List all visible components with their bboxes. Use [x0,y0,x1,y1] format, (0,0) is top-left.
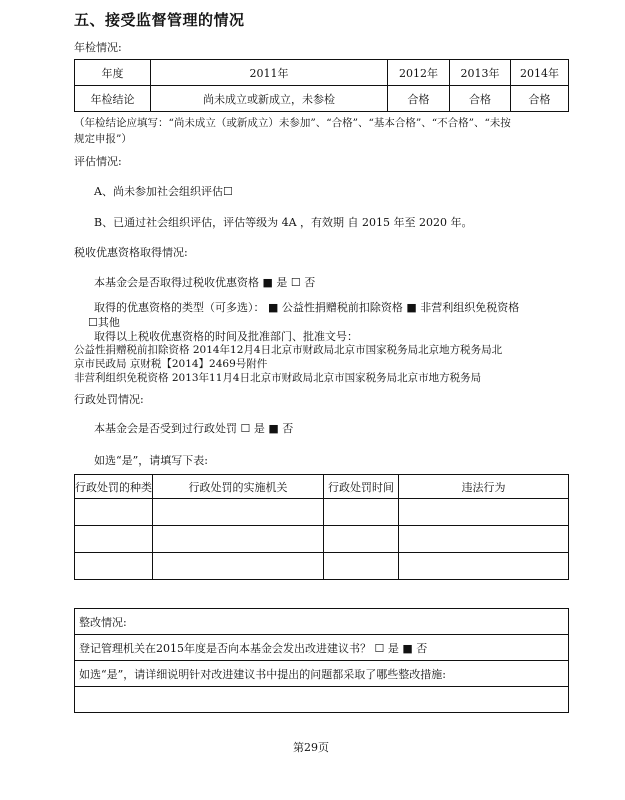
result-cell: 尚未成立或新成立，未参检 [151,86,388,112]
table-row [75,526,569,553]
annual-check-note: （年检结论应填写：“尚未成立（或新成立）未参加”、“合格”、“基本合格”、“不合格”、“未按 [74,117,511,129]
year-cell: 2011年 [151,60,388,86]
rectification-answer [75,687,569,713]
tax-types-other: ☐其他 [88,316,120,329]
table-row [75,499,569,526]
result-cell: 合格 [511,86,569,112]
tax-approval-label: 取得以上税收优惠资格的时间及批准部门、批准文号： [94,330,358,343]
table-row [75,553,569,580]
year-cell: 2013年 [450,60,511,86]
penalty-cell [75,553,153,580]
penalty-cell [153,499,324,526]
evaluation-label: 评估情况: [74,155,122,168]
tax-question: 本基金会是否取得过税收优惠资格 ■ 是 ☐ 否 [94,276,316,289]
penalty-cell [399,526,569,553]
result-cell: 合格 [450,86,511,112]
penalty-table [74,474,569,580]
evaluation-option-b: B、已通过社会组织评估，评估等级为 4A ，有效期 自 2015 年至 2020 年。 [94,216,473,229]
penalty-header: 行政处罚时间 [324,475,399,499]
annual-check-table [74,59,569,112]
tax-approval-line: 公益性捐赠税前扣除资格 2014年12月4日北京市财政局北京市国家税务局北京地方税务局北 [74,344,503,356]
penalty-cell [324,526,399,553]
page-number: 第29页 [293,741,329,754]
penalty-cell [399,553,569,580]
annual-check-note: 规定申报”） [74,133,132,145]
penalty-cell [324,553,399,580]
penalty-header: 违法行为 [399,475,569,499]
penalty-question: 本基金会是否受到过行政处罚 ☐ 是 ■ 否 [94,422,294,435]
penalty-cell [399,499,569,526]
penalty-cell [75,499,153,526]
penalty-cell [75,526,153,553]
year-cell: 2012年 [388,60,450,86]
tax-label: 税收优惠资格取得情况: [74,246,188,259]
penalty-label: 行政处罚情况: [74,393,144,406]
penalty-header: 行政处罚的实施机关 [153,475,324,499]
tax-approval-line: 京市民政局 京财税【2014】2469号附件 [74,358,268,370]
penalty-cell [324,499,399,526]
penalty-if-yes: 如选“是”，请填写下表: [94,454,208,467]
result-cell: 合格 [388,86,450,112]
penalty-header: 行政处罚的种类 [75,475,153,499]
annual-check-label: 年检情况: [74,41,122,54]
tax-types: 取得的优惠资格的类型（可多选）： ■ 公益性捐赠税前扣除资格 ■ 非营利组织免税资格 [94,301,520,314]
penalty-cell [153,526,324,553]
evaluation-option-a: A、尚未参加社会组织评估☐ [94,185,233,198]
rectification-label: 整改情况: [75,609,569,635]
year-header: 年度 [75,60,151,86]
rectification-question: 登记管理机关在2015年度是否向本基金会发出改进建议书？ ☐ 是 ■ 否 [75,635,569,661]
year-cell: 2014年 [511,60,569,86]
section-title: 五、接受监督管理的情况 [74,11,245,29]
tax-approval-line: 非营利组织免税资格 2013年11月4日北京市财政局北京市国家税务局北京市地方税务局 [74,372,482,384]
rectification-if-yes: 如选“是”，请详细说明针对改进建议书中提出的问题都采取了哪些整改措施: [75,661,569,687]
rectification-table [74,608,569,713]
result-header: 年检结论 [75,86,151,112]
penalty-cell [153,553,324,580]
